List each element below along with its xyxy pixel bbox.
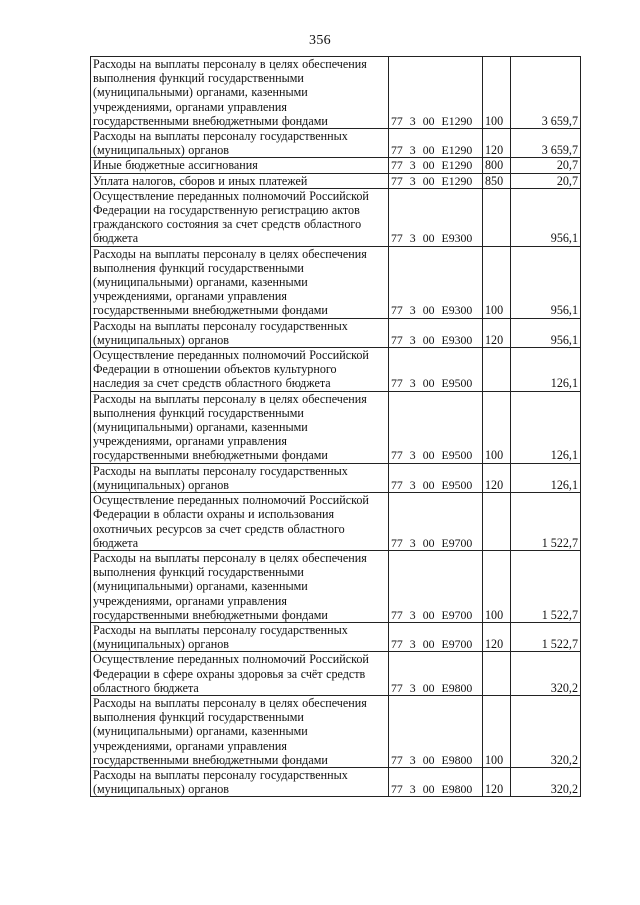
code-part: 00 (422, 477, 435, 492)
amount-cell: 20,7 (511, 173, 581, 188)
table-row (91, 767, 581, 796)
expense-type-cell: 100 (483, 550, 511, 622)
code-part: 00 (422, 303, 435, 318)
code-part: 3 (409, 535, 416, 550)
target-article-code-cell (389, 652, 483, 696)
expense-type-cell: 850 (483, 173, 511, 188)
expense-type-cell (483, 493, 511, 551)
code-part: E9500 (441, 376, 473, 391)
expense-name-cell: Расходы на выплаты персоналу в целях обеспечения выполнения функций государственными (муниципальными) органами, казенными учреждениями, органами управления государственными внебюджетными фондами (91, 391, 389, 463)
expense-type-cell: 100 (483, 391, 511, 463)
expense-type-cell: 800 (483, 158, 511, 173)
code-part: 77 (391, 143, 403, 158)
code-part: 77 (391, 173, 403, 188)
code-part: 3 (409, 143, 416, 158)
code-part: E9700 (441, 637, 473, 652)
code-part: E9800 (441, 782, 473, 797)
code-part: 00 (422, 782, 435, 797)
expense-name-cell: Осуществление переданных полномочий Российской Федерации в отношении объектов культурного наследия за счет средств областного бюджета (91, 348, 389, 392)
code-part: E9800 (441, 680, 473, 695)
table-row (91, 129, 581, 158)
code-part: 3 (409, 680, 416, 695)
expense-name-cell: Расходы на выплаты персоналу государственных (муниципальных) органов (91, 767, 389, 796)
code-part: E1290 (441, 158, 473, 173)
code-part: 3 (409, 637, 416, 652)
code-part: 00 (422, 448, 435, 463)
code-part: 3 (409, 158, 416, 173)
code-part: 77 (391, 113, 403, 128)
code-part: E9700 (441, 607, 473, 622)
expense-name-cell: Осуществление переданных полномочий Российской Федерации в сфере охраны здоровья за счёт средств областного бюджета (91, 652, 389, 696)
code-part: 3 (409, 332, 416, 347)
code-part: E9500 (441, 448, 473, 463)
code-part: E9300 (441, 303, 473, 318)
amount-cell: 20,7 (511, 158, 581, 173)
code-part: 77 (391, 680, 403, 695)
target-article-code-cell (389, 158, 483, 173)
expense-name-cell: Расходы на выплаты персоналу государственных (муниципальных) органов (91, 463, 389, 492)
expense-name-cell: Расходы на выплаты персоналу государственных (муниципальных) органов (91, 622, 389, 651)
code-part: 77 (391, 477, 403, 492)
expense-type-cell: 100 (483, 695, 511, 767)
code-part: E9300 (441, 332, 473, 347)
table-row (91, 348, 581, 392)
amount-cell: 3 659,7 (511, 129, 581, 158)
target-article-code-cell (389, 463, 483, 492)
code-part: E9800 (441, 752, 473, 767)
table-row (91, 463, 581, 492)
amount-cell: 956,1 (511, 246, 581, 318)
code-part: 00 (422, 376, 435, 391)
expense-name-cell: Расходы на выплаты персоналу в целях обеспечения выполнения функций государственными (муниципальными) органами, казенными учреждениями, органами управления государственными внебюджетными фондами (91, 57, 389, 129)
target-article-code-cell (389, 695, 483, 767)
code-part: 00 (422, 637, 435, 652)
expense-name-cell: Иные бюджетные ассигнования (91, 158, 389, 173)
code-part: 00 (422, 158, 435, 173)
table-row (91, 652, 581, 696)
target-article-code-cell (389, 493, 483, 551)
code-part: 77 (391, 782, 403, 797)
expense-name-cell: Осуществление переданных полномочий Российской Федерации в области охраны и использования охотничьих ресурсов за счет средств областного бюджета (91, 493, 389, 551)
code-part: E9500 (441, 477, 473, 492)
amount-cell: 956,1 (511, 188, 581, 246)
expense-type-cell: 120 (483, 318, 511, 347)
table-row (91, 318, 581, 347)
target-article-code-cell (389, 173, 483, 188)
table-row (91, 158, 581, 173)
target-article-code-cell (389, 550, 483, 622)
expense-type-cell: 120 (483, 463, 511, 492)
expense-type-cell: 100 (483, 246, 511, 318)
code-part: 00 (422, 752, 435, 767)
expense-name-cell: Расходы на выплаты персоналу в целях обеспечения выполнения функций государственными (муниципальными) органами, казенными учреждениями, органами управления государственными внебюджетными фондами (91, 695, 389, 767)
code-part: 00 (422, 113, 435, 128)
expense-name-cell: Расходы на выплаты персоналу в целях обеспечения выполнения функций государственными (муниципальными) органами, казенными учреждениями, органами управления государственными внебюджетными фондами (91, 246, 389, 318)
code-part: 3 (409, 782, 416, 797)
expense-name-cell: Расходы на выплаты персоналу в целях обеспечения выполнения функций государственными (муниципальными) органами, казенными учреждениями, органами управления государственными внебюджетными фондами (91, 550, 389, 622)
amount-cell: 320,2 (511, 652, 581, 696)
code-part: 77 (391, 231, 403, 246)
table-row (91, 695, 581, 767)
code-part: 00 (422, 680, 435, 695)
code-part: 3 (409, 231, 416, 246)
code-part: 3 (409, 303, 416, 318)
code-part: 00 (422, 173, 435, 188)
code-part: 3 (409, 376, 416, 391)
table-row (91, 173, 581, 188)
target-article-code-cell (389, 622, 483, 651)
code-part: 3 (409, 173, 416, 188)
expense-type-cell: 120 (483, 767, 511, 796)
expense-name-cell: Осуществление переданных полномочий Российской Федерации на государственную регистрацию актов гражданского состояния за счет средств областного бюджета (91, 188, 389, 246)
code-part: 77 (391, 607, 403, 622)
expense-name-cell: Расходы на выплаты персоналу государственных (муниципальных) органов (91, 318, 389, 347)
expense-type-cell: 120 (483, 622, 511, 651)
amount-cell: 126,1 (511, 463, 581, 492)
code-part: 77 (391, 637, 403, 652)
amount-cell: 320,2 (511, 767, 581, 796)
target-article-code-cell (389, 188, 483, 246)
target-article-code-cell (389, 246, 483, 318)
table-row (91, 246, 581, 318)
target-article-code-cell (389, 348, 483, 392)
code-part: 77 (391, 376, 403, 391)
expense-name-cell: Расходы на выплаты персоналу государственных (муниципальных) органов (91, 129, 389, 158)
code-part: 00 (422, 607, 435, 622)
page-number: 356 (309, 33, 331, 48)
code-part: 77 (391, 303, 403, 318)
code-part: E1290 (441, 173, 473, 188)
code-part: 3 (409, 113, 416, 128)
code-part: E1290 (441, 143, 473, 158)
expense-type-cell (483, 348, 511, 392)
table-row (91, 493, 581, 551)
expense-type-cell (483, 188, 511, 246)
code-part: 77 (391, 332, 403, 347)
expense-type-cell: 100 (483, 57, 511, 129)
code-part: 00 (422, 231, 435, 246)
code-part: E9300 (441, 231, 473, 246)
code-part: 77 (391, 752, 403, 767)
code-part: 00 (422, 535, 435, 550)
code-part: 77 (391, 448, 403, 463)
expense-type-cell: 120 (483, 129, 511, 158)
code-part: 77 (391, 535, 403, 550)
amount-cell: 320,2 (511, 695, 581, 767)
target-article-code-cell (389, 318, 483, 347)
code-part: 00 (422, 143, 435, 158)
table-row (91, 550, 581, 622)
amount-cell: 1 522,7 (511, 622, 581, 651)
expense-name-cell: Уплата налогов, сборов и иных платежей (91, 173, 389, 188)
budget-table (90, 56, 581, 797)
target-article-code-cell (389, 391, 483, 463)
amount-cell: 3 659,7 (511, 57, 581, 129)
code-part: 3 (409, 752, 416, 767)
table-row (91, 622, 581, 651)
amount-cell: 1 522,7 (511, 550, 581, 622)
code-part: E9700 (441, 535, 473, 550)
target-article-code-cell (389, 767, 483, 796)
target-article-code-cell (389, 129, 483, 158)
expense-type-cell (483, 652, 511, 696)
code-part: E1290 (441, 113, 473, 128)
amount-cell: 1 522,7 (511, 493, 581, 551)
table-row (91, 188, 581, 246)
target-article-code-cell (389, 57, 483, 129)
table-row (91, 391, 581, 463)
amount-cell: 956,1 (511, 318, 581, 347)
code-part: 3 (409, 607, 416, 622)
code-part: 77 (391, 158, 403, 173)
code-part: 3 (409, 448, 416, 463)
code-part: 3 (409, 477, 416, 492)
table-row (91, 57, 581, 129)
amount-cell: 126,1 (511, 391, 581, 463)
amount-cell: 126,1 (511, 348, 581, 392)
budget-table-body (91, 57, 581, 797)
code-part: 00 (422, 332, 435, 347)
